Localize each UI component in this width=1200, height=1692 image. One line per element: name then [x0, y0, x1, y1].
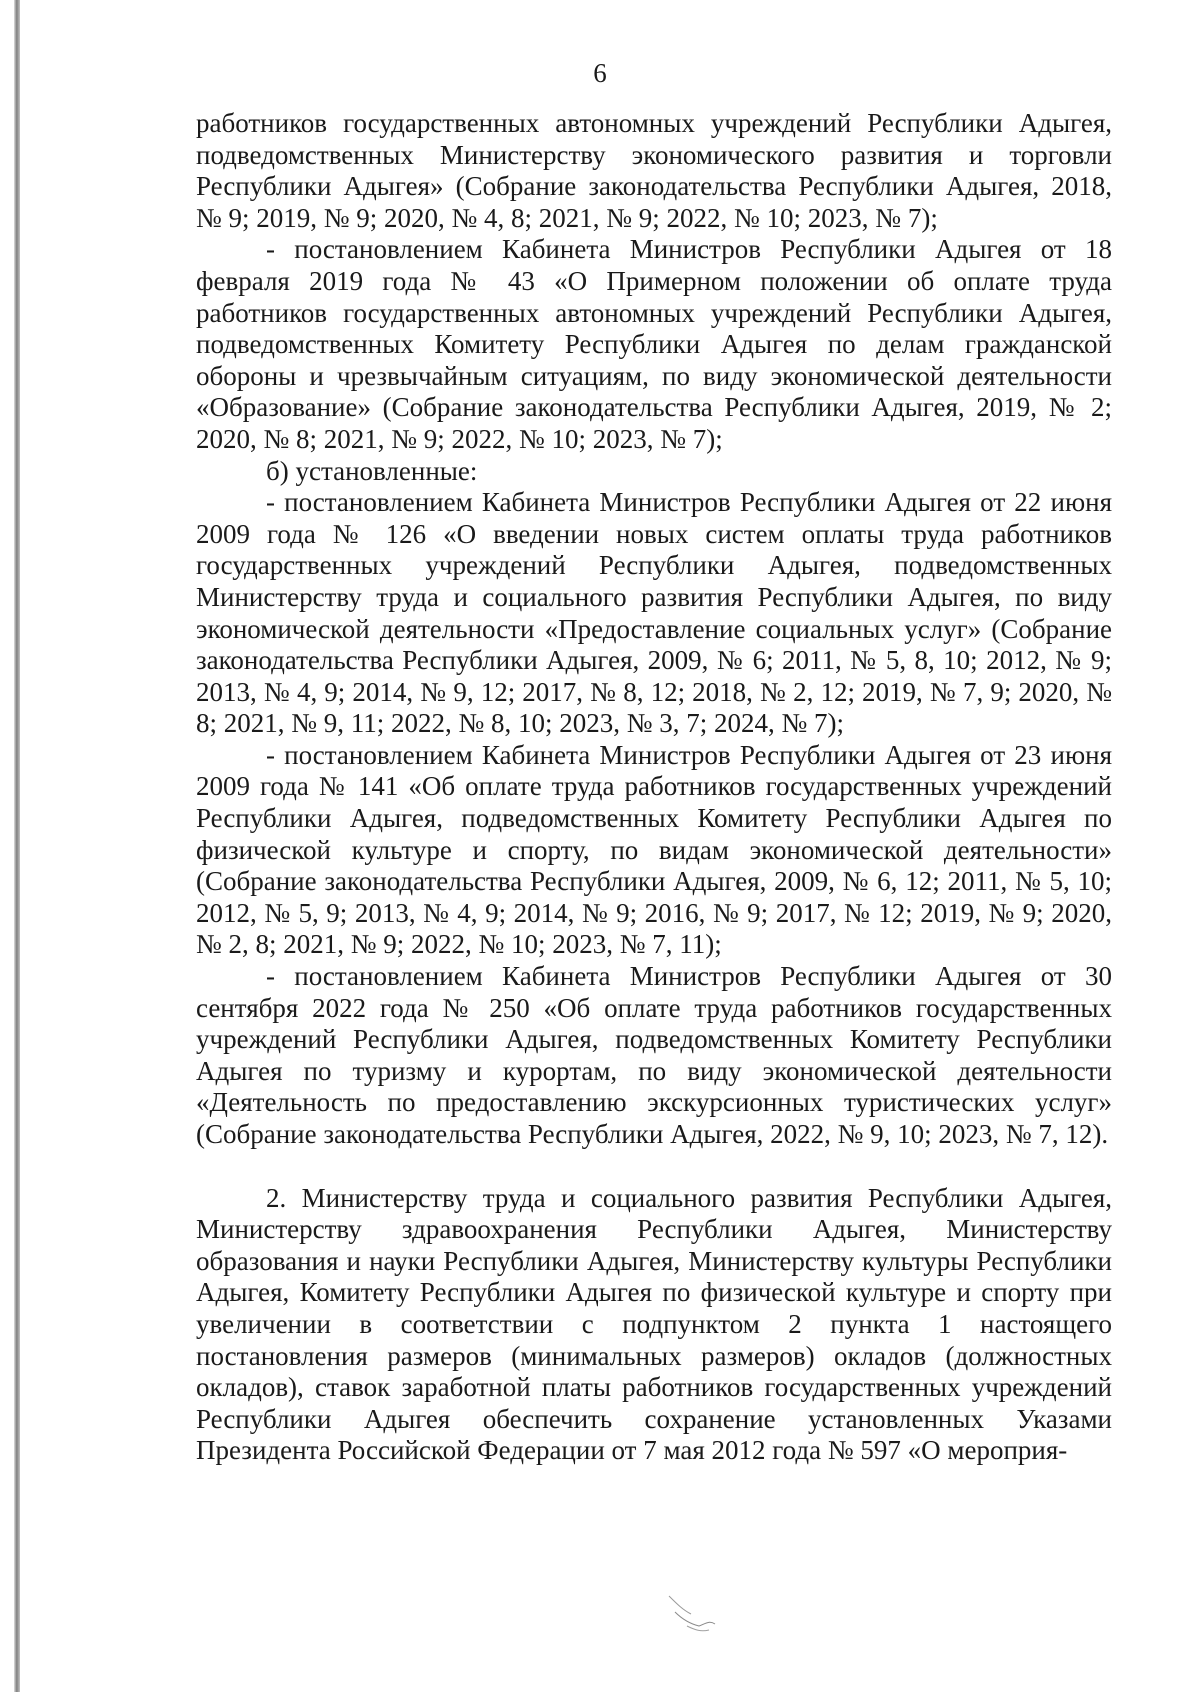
paragraph-item-2: 2. Министерству труда и социального развития Республики Адыгея, Министерству здравоохранения Республики Адыгея, Министерству образования и науки Республики Адыгея, Министерству культуры Республики Адыгея, Комитету Республики Адыгея по физической культуре и спорту при увеличении в соответствии с подпунктом 2 пункта 1 настоящего постановления размеров (минимальных размеров) окладов (должностных окладов), ставок заработной платы работников государственных учреждений Республики Адыгея обеспечить сохранение установленных Указами Президента Российской Федерации от 7 мая 2012 года № 597 «О мероприя- [196, 1182, 1112, 1466]
paragraph-resolution-250: - постановлением Кабинета Министров Республики Адыгея от 30 сентября 2022 года № 250 «Об оплате труда работников государственных учреждений Республики Адыгея, подведомственных Комитету Республики Адыгея по туризму и курортам, по виду экономической деятельности «Деятельность по предоставлению экскурсионных туристических услуг» (Собрание законодательства Республики Адыгея, 2022, № 9, 10; 2023, № 7, 12). [196, 961, 1112, 1149]
paragraph-gap [196, 1151, 1112, 1183]
paragraph-resolution-43: - постановлением Кабинета Министров Республики Адыгея от 18 февраля 2019 года № 43 «О Примерном положении об оплате труда работников государственных автономных учреждений Республики Адыгея, подведомственных Комитету Республики Адыгея по делам гражданской обороны и чрезвычайным ситуациям, по виду экономической деятельности «Образование» (Собрание законодательства Республики Адыгея, 2019, № 2; 2020, № 8; 2021, № 9; 2022, № 10; 2023, № 7); [196, 234, 1112, 454]
document-body [196, 108, 1112, 1467]
page-number: 6 [593, 58, 607, 88]
paragraph-continuation: работников государственных автономных учреждений Республики Адыгея, подведомственных Министерству экономического развития и торговли Республики Адыгея» (Собрание законодательства Республики Адыгея, 2018, № 9; 2019, № 9; 2020, № 4, 8; 2021, № 9; 2022, № 10; 2023, № 7); [196, 108, 1112, 233]
pen-mark-icon [665, 1590, 745, 1640]
paragraph-subitem-b: б) установленные: [266, 455, 478, 486]
paragraph-resolution-141: - постановлением Кабинета Министров Республики Адыгея от 23 июня 2009 года № 141 «Об оплате труда работников государственных учреждений Республики Адыгея, подведомственных Комитету Республики Адыгея по физической культуре и спорту, по видам экономической деятельности» (Собрание законодательства Республики Адыгея, 2009, № 6, 12; 2011, № 5, 10; 2012, № 5, 9; 2013, № 4, 9; 2014, № 9; 2016, № 9; 2017, № 12; 2019, № 9; 2020, № 2, 8; 2021, № 9; 2022, № 10; 2023, № 7, 11); [196, 739, 1112, 960]
paragraph-resolution-126: - постановлением Кабинета Министров Республики Адыгея от 22 июня 2009 года № 126 «О введении новых систем оплаты труда работников государственных учреждений Республики Адыгея, подведомственных Министерству труда и социального развития Республики Адыгея, по виду экономической деятельности «Предоставление социальных услуг» (Собрание законодательства Республики Адыгея, 2009, № 6; 2011, № 5, 8, 10; 2012, № 9; 2013, № 4, 9; 2014, № 9, 12; 2017, № 8, 12; 2018, № 2, 12; 2019, № 7, 9; 2020, № 8; 2021, № 9, 11; 2022, № 8, 10; 2023, № 3, 7; 2024, № 7); [196, 487, 1112, 739]
scan-binding-edge [14, 0, 20, 1692]
